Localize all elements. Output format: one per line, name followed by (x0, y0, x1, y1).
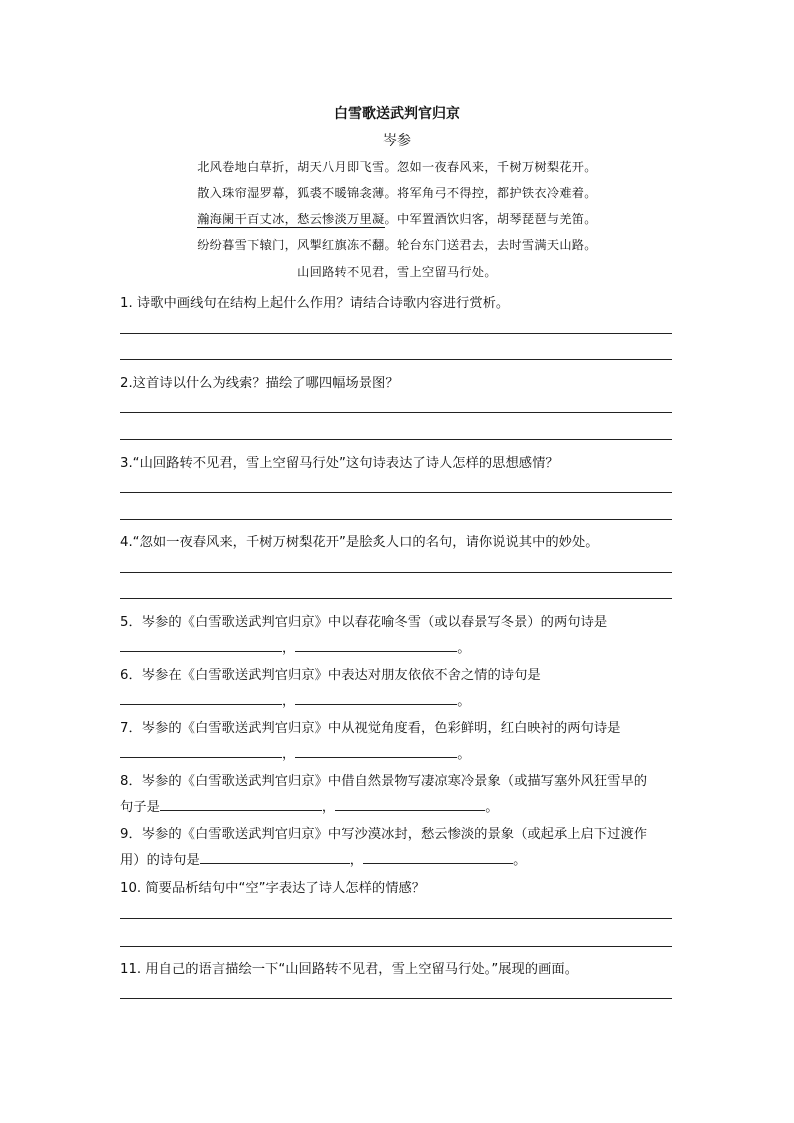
period: 。 (457, 747, 471, 762)
comma: ， (321, 800, 336, 815)
answer-line[interactable] (120, 946, 672, 947)
period: 。 (457, 694, 471, 709)
fill-blank[interactable] (120, 745, 282, 758)
poem-line-3-rest: 。中军置酒饮归客，胡琴琵琶与羌笛。 (384, 212, 597, 226)
fill-blank[interactable] (200, 851, 350, 864)
poem-line-3 (0, 210, 794, 227)
answer-line[interactable] (120, 598, 672, 599)
fill-blank-row (120, 690, 471, 709)
underlined-verse: 瀚海阑干百丈冰，愁云惨淡万里凝 (197, 212, 385, 226)
answer-line[interactable] (120, 439, 672, 440)
fill-blank-row (120, 849, 526, 868)
comma: ， (282, 694, 296, 709)
answer-line[interactable] (120, 492, 672, 493)
comma: ， (282, 641, 296, 656)
poem-line-1: 北风卷地白草折，胡天八月即飞雪。忽如一夜春风来，千树万树梨花开。 (197, 160, 597, 174)
question-1: 1. 诗歌中画线句在结构上起什么作用？请结合诗歌内容进行赏析。 (120, 296, 510, 311)
answer-line[interactable] (120, 572, 672, 573)
fill-blank-row (120, 743, 471, 762)
fill-blank[interactable] (335, 798, 485, 811)
question-11: 11. 用自己的语言描绘一下“山回路转不见君，雪上空留马行处。”展现的画面。 (120, 962, 578, 977)
fill-blank[interactable] (295, 692, 457, 705)
answer-line[interactable] (120, 998, 672, 999)
question-8: 8．岑参的《白雪歌送武判官归京》中借自然景物写凄凉寒冷景象（或描写塞外风狂雪早的 (120, 774, 648, 789)
fill-blank[interactable] (120, 692, 282, 705)
poem-line-5: 山回路转不见君，雪上空留马行处。 (297, 265, 497, 279)
answer-line[interactable] (120, 359, 672, 360)
question-6: 6．岑参在《白雪歌送武判官归京》中表达对朋友依依不舍之情的诗句是 (120, 668, 541, 683)
question-3: 3.“山回路转不见君，雪上空留马行处”这句诗表达了诗人怎样的思想感情？ (120, 456, 559, 471)
comma: ， (349, 853, 364, 868)
poem-line-2: 散入珠帘湿罗幕，狐裘不暖锦衾薄。将军角弓不得控，都护铁衣冷难着。 (197, 186, 597, 200)
fill-blank-row (120, 796, 498, 815)
poem-line-4: 纷纷暮雪下辕门，风掣红旗冻不翻。轮台东门送君去，去时雪满天山路。 (197, 238, 597, 252)
question-8-cont: 句子是 (120, 800, 160, 815)
answer-line[interactable] (120, 412, 672, 413)
fill-blank-row (120, 637, 471, 656)
poem-title: 白雪歌送武判官归京 (334, 106, 460, 122)
fill-blank[interactable] (363, 851, 513, 864)
question-2: 2.这首诗以什么为线索？描绘了哪四幅场景图？ (120, 376, 399, 391)
answer-line[interactable] (120, 918, 672, 919)
question-10: 10. 简要品析结句中“空”字表达了诗人怎样的情感？ (120, 881, 426, 896)
question-7: 7．岑参的《白雪歌送武判官归京》中从视觉角度看，色彩鲜明，红白映衬的两句诗是 (120, 721, 621, 736)
period: 。 (513, 853, 527, 868)
fill-blank[interactable] (120, 639, 282, 652)
question-4: 4.“忽如一夜春风来，千树万树梨花开”是脍炙人口的名句，请你说说其中的妙处。 (120, 535, 599, 550)
fill-blank[interactable] (295, 745, 457, 758)
period: 。 (485, 800, 499, 815)
question-9-cont: 用）的诗句是 (120, 853, 200, 868)
question-5: 5．岑参的《白雪歌送武判官归京》中以春花喻冬雪（或以春景写冬景）的两句诗是 (120, 615, 608, 630)
answer-line[interactable] (120, 519, 672, 520)
comma: ， (282, 747, 296, 762)
fill-blank[interactable] (160, 798, 322, 811)
period: 。 (457, 641, 471, 656)
fill-blank[interactable] (295, 639, 457, 652)
poem-author: 岑参 (383, 133, 411, 149)
question-9: 9．岑参的《白雪歌送武判官归京》中写沙漠冰封，愁云惨淡的景象（或起承上启下过渡作 (120, 827, 648, 842)
answer-line[interactable] (120, 333, 672, 334)
